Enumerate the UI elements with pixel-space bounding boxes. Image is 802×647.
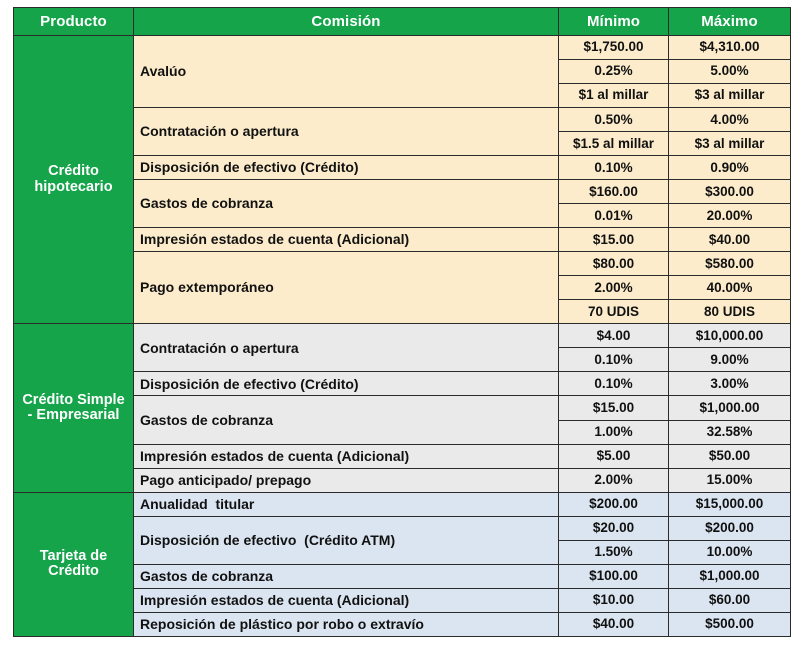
commission-cell: Anualidad titular — [134, 492, 559, 516]
table-row — [14, 492, 791, 516]
commission-cell: Disposición de efectivo (Crédito) — [134, 372, 559, 396]
table-row — [14, 36, 791, 60]
maximo-value-cell: 15.00% — [669, 468, 791, 492]
minimo-value-cell: $200.00 — [559, 492, 669, 516]
minimo-value-cell: $1 al millar — [559, 84, 669, 108]
fee-table-container — [13, 7, 790, 637]
commission-cell: Gastos de cobranza — [134, 180, 559, 228]
maximo-value-cell: 0.90% — [669, 156, 791, 180]
maximo-value-cell: $1,000.00 — [669, 396, 791, 420]
minimo-value-cell: 70 UDIS — [559, 300, 669, 324]
commission-cell: Gastos de cobranza — [134, 564, 559, 588]
maximo-value-cell: $10,000.00 — [669, 324, 791, 348]
maximo-value-cell: $3 al millar — [669, 84, 791, 108]
commission-cell: Pago extemporáneo — [134, 252, 559, 324]
maximo-value-cell: $40.00 — [669, 228, 791, 252]
commission-cell: Avalúo — [134, 36, 559, 108]
maximo-value-cell: $60.00 — [669, 588, 791, 612]
commission-cell: Contratación o apertura — [134, 108, 559, 156]
product-cell: Crédito Simple - Empresarial — [14, 324, 134, 492]
minimo-value-cell: $20.00 — [559, 516, 669, 540]
maximo-value-cell: $200.00 — [669, 516, 791, 540]
commission-cell: Contratación o apertura — [134, 324, 559, 372]
commission-cell: Gastos de cobranza — [134, 396, 559, 444]
commission-cell: Impresión estados de cuenta (Adicional) — [134, 588, 559, 612]
commission-cell: Impresión estados de cuenta (Adicional) — [134, 444, 559, 468]
table-header-row — [14, 8, 791, 36]
minimo-value-cell: 0.10% — [559, 348, 669, 372]
maximo-value-cell: $3 al millar — [669, 132, 791, 156]
minimo-value-cell: 2.00% — [559, 468, 669, 492]
minimo-value-cell: $80.00 — [559, 252, 669, 276]
commission-cell: Pago anticipado/ prepago — [134, 468, 559, 492]
table-header — [14, 8, 791, 36]
maximo-value-cell: $300.00 — [669, 180, 791, 204]
maximo-value-cell: 32.58% — [669, 420, 791, 444]
maximo-value-cell: 4.00% — [669, 108, 791, 132]
minimo-value-cell: $40.00 — [559, 612, 669, 636]
commission-cell: Disposición de efectivo (Crédito ATM) — [134, 516, 559, 564]
maximo-value-cell: 20.00% — [669, 204, 791, 228]
maximo-value-cell: 10.00% — [669, 540, 791, 564]
maximo-value-cell: 5.00% — [669, 60, 791, 84]
minimo-value-cell: $1.5 al millar — [559, 132, 669, 156]
column-header-producto: Producto — [14, 8, 134, 36]
minimo-value-cell: 2.00% — [559, 276, 669, 300]
table-row — [14, 324, 791, 348]
maximo-value-cell: $500.00 — [669, 612, 791, 636]
minimo-value-cell: 1.50% — [559, 540, 669, 564]
commission-cell: Disposición de efectivo (Crédito) — [134, 156, 559, 180]
minimo-value-cell: $10.00 — [559, 588, 669, 612]
maximo-value-cell: $4,310.00 — [669, 36, 791, 60]
commission-cell: Impresión estados de cuenta (Adicional) — [134, 228, 559, 252]
maximo-value-cell: $50.00 — [669, 444, 791, 468]
table-body — [14, 36, 791, 637]
minimo-value-cell: $15.00 — [559, 228, 669, 252]
minimo-value-cell: 0.10% — [559, 156, 669, 180]
commission-fee-table — [13, 7, 791, 637]
minimo-value-cell: $15.00 — [559, 396, 669, 420]
minimo-value-cell: 0.25% — [559, 60, 669, 84]
maximo-value-cell: 3.00% — [669, 372, 791, 396]
product-cell: Tarjeta de Crédito — [14, 492, 134, 636]
maximo-value-cell: 80 UDIS — [669, 300, 791, 324]
maximo-value-cell: 40.00% — [669, 276, 791, 300]
maximo-value-cell: $580.00 — [669, 252, 791, 276]
maximo-value-cell: 9.00% — [669, 348, 791, 372]
commission-cell: Reposición de plástico por robo o extravío — [134, 612, 559, 636]
minimo-value-cell: 1.00% — [559, 420, 669, 444]
column-header-maximo: Máximo — [669, 8, 791, 36]
minimo-value-cell: $4.00 — [559, 324, 669, 348]
minimo-value-cell: 0.50% — [559, 108, 669, 132]
maximo-value-cell: $1,000.00 — [669, 564, 791, 588]
column-header-comision: Comisión — [134, 8, 559, 36]
column-header-minimo: Mínimo — [559, 8, 669, 36]
minimo-value-cell: $100.00 — [559, 564, 669, 588]
minimo-value-cell: $5.00 — [559, 444, 669, 468]
minimo-value-cell: $160.00 — [559, 180, 669, 204]
minimo-value-cell: 0.01% — [559, 204, 669, 228]
minimo-value-cell: $1,750.00 — [559, 36, 669, 60]
maximo-value-cell: $15,000.00 — [669, 492, 791, 516]
product-cell: Crédito hipotecario — [14, 36, 134, 324]
minimo-value-cell: 0.10% — [559, 372, 669, 396]
